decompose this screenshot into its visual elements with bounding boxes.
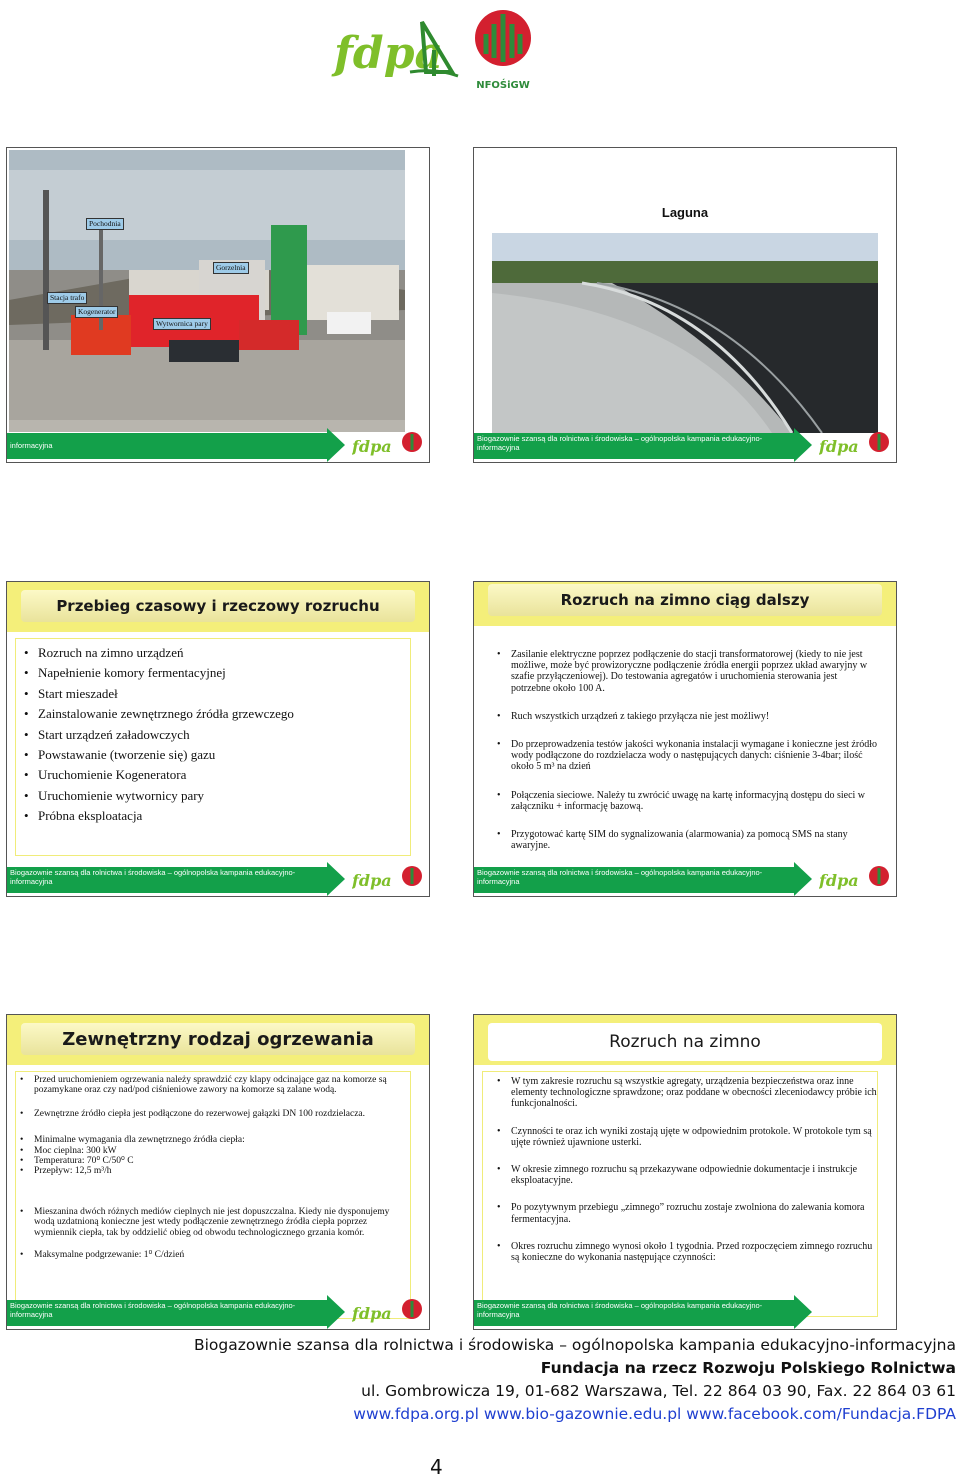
slide-titlebar: [474, 1015, 896, 1065]
slide-footer: [474, 428, 896, 462]
bullet-item: • Zasilanie elektryczne poprzez podłączenie do stacji transformatorowej (kiedy to nie jest możliwe, może być prowizoryczne podłączenie źródła energii poprzez układ awaryjny w szafie przyłączeniowej). Do testowania agregatów i uruchomienia sterowania jest potrzebne około 100 A.: [495, 649, 877, 694]
bullet-item: • Przepływ: 12,5 m³/h: [18, 1166, 406, 1176]
bullet-item: • Czynności te oraz ich wyniki zostają ujęte w odpowiednim protokole. W protokole tym są ujęte również ujawnione usterki.: [495, 1126, 877, 1148]
bullet-item: • Napełnienie komory fermentacyjnej: [22, 663, 410, 683]
slide-przebieg: [6, 581, 430, 897]
slide-titlebar: [7, 582, 429, 632]
biogas-plant-photo: [9, 150, 405, 432]
footer-text: Biogazownie szansą dla rolnictwa i środowiska – ogólnopolska kampania edukacyjno-informacyjna: [10, 1301, 296, 1319]
slide-title: Rozruch na zimno ciąg dalszy: [560, 591, 810, 609]
svg-text:fdpa: fdpa: [352, 871, 392, 890]
label-stacja-trafo: Stacja trafo: [47, 292, 87, 304]
bullet-item: • Po pozytywnym przebiegu „zimnego” rozruchu zostaje zwolniona do zalewania komora fermentacyjna.: [495, 1202, 877, 1224]
slide-footer: [474, 862, 896, 896]
slide-footer: [7, 862, 429, 896]
bullet-item: • Temperatura: 70⁰ C/50⁰ C: [18, 1156, 406, 1166]
link-fdpa[interactable]: www.fdpa.org.pl: [353, 1405, 479, 1423]
bullet-item: • Zainstalowanie zewnętrznego źródła grzewczego: [22, 704, 410, 724]
svg-text:NFOŚiGW: NFOŚiGW: [476, 80, 530, 91]
slide-titlebar: [474, 582, 896, 626]
slide-titlebar: [7, 1015, 429, 1065]
bullet-item: • Rozruch na zimno urządzeń: [22, 643, 410, 663]
bullet-item: • Uruchomienie Kogeneratora: [22, 765, 410, 785]
label-kogenerator: Kogenerator: [75, 306, 118, 318]
footer-text: Biogazownie szansą dla rolnictwa i środowiska – ogólnopolska kampania edukacyjno-informacyjna: [477, 1301, 763, 1319]
slide-body: [482, 1071, 878, 1317]
label-gorzelnia: Gorzelnia: [213, 262, 249, 274]
bullet-list: [16, 639, 410, 827]
svg-text:fdpa: fdpa: [334, 28, 443, 79]
bullet-item: • W okresie zimnego rozruchu są przekazywane odpowiednie dokumentacje i instrukcje eksploatacyjne.: [495, 1164, 877, 1186]
bullet-item: • Moc cieplna: 300 kW: [18, 1146, 406, 1156]
bullet-item: • Zewnętrzne źródło ciepła jest podłączone do rezerwowej gałązki DN 100 rozdzielacza.: [18, 1109, 406, 1119]
bullet-item: • Maksymalne podgrzewanie: 1⁰ C/dzień: [18, 1250, 406, 1260]
laguna-title: Laguna: [492, 193, 878, 233]
slide-title: Przebieg czasowy i rzeczowy rozruchu: [56, 597, 380, 615]
bullet-item: • Minimalne wymagania dla zewnętrznego źródła ciepła:: [18, 1135, 406, 1145]
label-wytwornica: Wytwornica pary: [153, 318, 211, 330]
links-line: [0, 1403, 960, 1425]
bullet-item: • Start mieszadeł: [22, 684, 410, 704]
bullet-item: • Okres rozruchu zimnego wynosi około 1 tygodnia. Przed rozpoczęciem zimnego rozruchu są konieczne do wykonania następujące czynności:: [495, 1241, 877, 1263]
bullet-item: • Powstawanie (tworzenie się) gazu: [22, 745, 410, 765]
bullet-item: • Ruch wszystkich urządzeń z takiego przyłącza nie jest możliwy!: [495, 711, 877, 722]
slide-zewnetrzny: [6, 1014, 430, 1330]
svg-text:fdpa: fdpa: [352, 1304, 392, 1323]
footer-text: Biogazownie szansą dla rolnictwa i środowiska – ogólnopolska kampania edukacyjno-informacyjna: [477, 868, 763, 886]
footer-logos: [352, 430, 424, 460]
link-facebook[interactable]: www.facebook.com/Fundacja.FDPA: [686, 1405, 956, 1423]
campaign-line: Biogazownie szansa dla rolnictwa i środowiska – ogólnopolska kampania edukacyjno-informacyjna: [193, 1336, 956, 1354]
footer-logos: [352, 864, 424, 894]
slide-footer: [7, 428, 429, 462]
slide-body: [15, 638, 411, 856]
fdpa-logo: [330, 10, 460, 90]
bullet-list: [16, 1072, 410, 1260]
bullet-item: • Mieszanina dwóch różnych mediów cieplnych nie jest dopuszczalna. Kiedy nie dysponujemy wodą uzdatnioną konieczne jest wtedy podłączenie zewnętrznego źródła ciepła poprzez wymiennik ciepła, tak by oddzielić obieg od obwodu technologicznego grzania komór.: [18, 1207, 406, 1238]
footer-text: Biogazownie szansą dla rolnictwa i środowiska – ogólnopolska kampania edukacyjno-informacyjna: [10, 868, 296, 886]
bullet-list: [483, 633, 877, 851]
slide-footer: [7, 1295, 429, 1329]
bullet-item: • Start urządzeń załadowczych: [22, 725, 410, 745]
bullet-item: • Uruchomienie wytwornicy pary: [22, 786, 410, 806]
bullet-item: • Połączenia sieciowe. Należy tu zwrócić uwagę na kartę informacyjną dostępu do sieci w załączniku + informację bazową.: [495, 790, 877, 812]
footer-logos: [819, 864, 891, 894]
slide-footer: [474, 1295, 896, 1329]
bullet-item: • Próbna eksploatacja: [22, 806, 410, 826]
address-line: ul. Gombrowicza 19, 01-682 Warszawa, Tel. 22 864 03 90, Fax. 22 864 03 61: [361, 1382, 956, 1400]
svg-text:fdpa: fdpa: [819, 871, 859, 890]
footer-text: Biogazownie szansą dla rolnictwa i środowiska – ogólnopolska kampania edukacyjno-informacyjna: [477, 434, 763, 452]
footer-logos: [352, 1297, 424, 1327]
foundation-name: Fundacja na rzecz Rozwoju Polskiego Rolnictwa: [540, 1359, 956, 1377]
page-number: 4: [430, 1455, 443, 1479]
svg-text:fdpa: fdpa: [352, 437, 392, 456]
slide-title: Rozruch na zimno: [609, 1032, 761, 1052]
bullet-item: • Przygotować kartę SIM do sygnalizowania (alarmowania) za pomocą SMS na stany awaryjne.: [495, 829, 877, 851]
bullet-item: • Do przeprowadzenia testów jakości wykonania instalacji wymagane i konieczne jest źródło wody podłączone do rozdzielacza wody o następujących danych: ciśnienie 3-4bar; ilość około 5 m³ na dzień: [495, 739, 877, 773]
lagoon-photo: [492, 233, 878, 433]
slide-rozruch-ciag: [473, 581, 897, 897]
label-pochodnia: Pochodnia: [86, 218, 124, 230]
slide-photo-plant: [6, 147, 430, 463]
footer-logos: [819, 430, 891, 460]
bullet-item: • W tym zakresie rozruchu są wszystkie agregaty, urządzenia bezpieczeństwa oraz inne elementy technologiczne sprawdzone; oraz poddane w obecności zleceniodawcy próbie ich funkcjonalności.: [495, 1076, 877, 1110]
slide-title: Zewnętrzny rodzaj ogrzewania: [62, 1028, 374, 1050]
nfosigw-logo: [472, 6, 534, 92]
svg-text:fdpa: fdpa: [819, 437, 859, 456]
footer-text: informacyjna: [10, 441, 53, 450]
slide-body: [482, 632, 878, 856]
link-biogazownie[interactable]: www.bio-gazownie.edu.pl: [483, 1405, 682, 1423]
bullet-list: [483, 1072, 877, 1263]
bullet-item: • Przed uruchomieniem ogrzewania należy sprawdzić czy klapy odcinające gaz na komorze są pozamykane oraz czy nad/pod ciśnieniowe zawory na komorze są zalane wodą.: [18, 1075, 406, 1096]
slide-rozruch-zimno: [473, 1014, 897, 1330]
slide-body: [15, 1071, 411, 1319]
slide-laguna: [473, 147, 897, 463]
